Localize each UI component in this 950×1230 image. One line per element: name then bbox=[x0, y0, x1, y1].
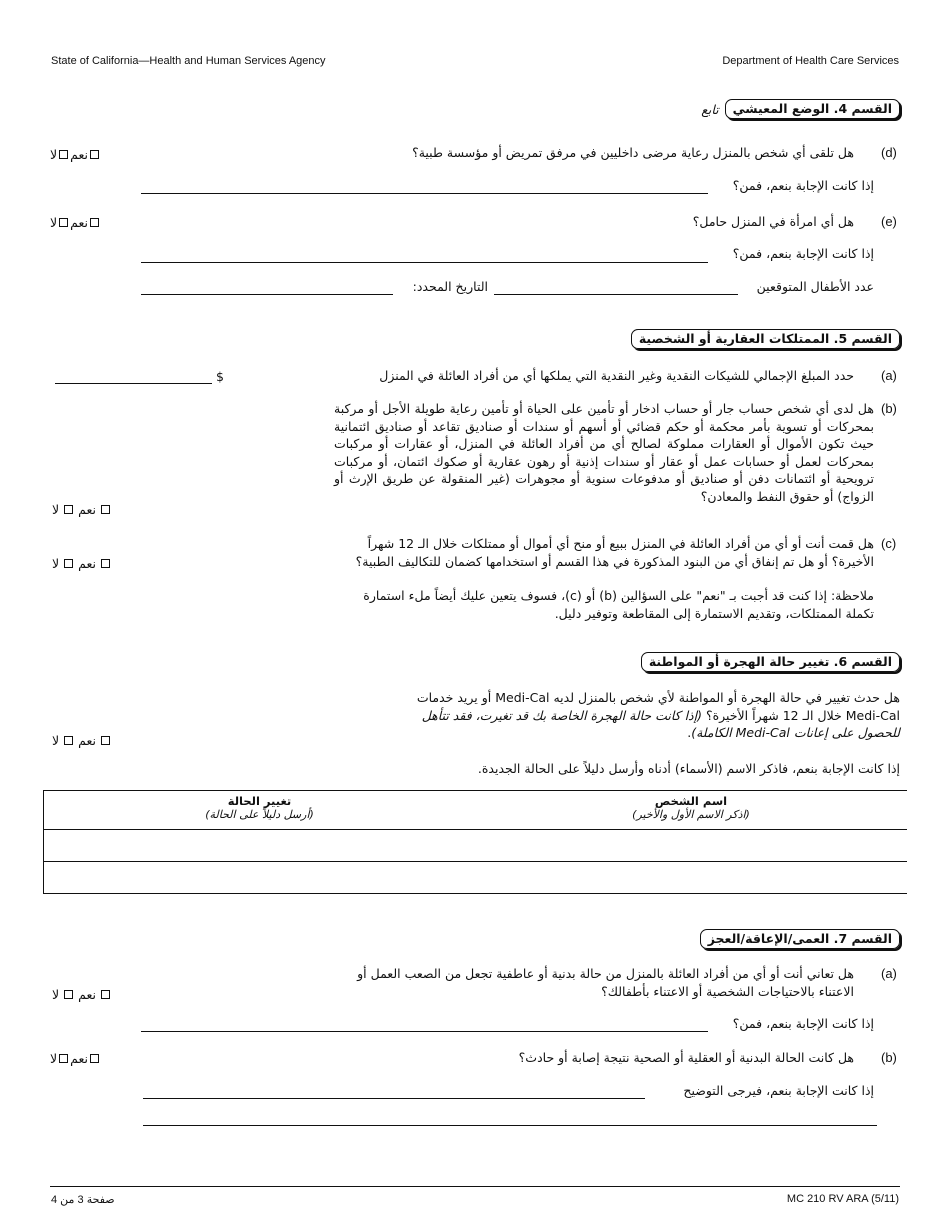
section-7-heading bbox=[700, 928, 900, 947]
item-d-letter: (d) bbox=[881, 145, 897, 160]
status-change-title: تغيير الحالة bbox=[227, 794, 292, 808]
section-4-title: القسم 4. الوضع المعيشي bbox=[725, 99, 900, 119]
yes-label: نعم bbox=[70, 1051, 88, 1066]
item-7b-explain-field-2[interactable] bbox=[143, 1125, 877, 1126]
item-d-followup: إذا كانت الإجابة بنعم، فمن؟ bbox=[732, 178, 874, 193]
status-change-cell[interactable] bbox=[44, 862, 476, 894]
footer-rule bbox=[50, 1186, 900, 1187]
expected-children-label: عدد الأطفال المتوقعين bbox=[756, 279, 874, 294]
no-label: لا bbox=[50, 1051, 58, 1066]
agency-header: State of California—Health and Human Services Agency bbox=[51, 55, 326, 67]
yes-label: نعم bbox=[78, 556, 96, 571]
no-checkbox[interactable] bbox=[59, 150, 68, 159]
yes-label: نعم bbox=[70, 147, 88, 162]
yes-checkbox[interactable] bbox=[101, 559, 110, 568]
yes-label: نعم bbox=[70, 215, 88, 230]
continued-label: تابع bbox=[701, 101, 719, 117]
person-name-cell[interactable] bbox=[475, 830, 907, 862]
department-header: Department of Health Care Services bbox=[722, 55, 899, 67]
no-label: لا bbox=[50, 215, 58, 230]
table-row bbox=[44, 862, 908, 894]
section-5-title: القسم 5. الممتلكات العقارية أو الشخصية bbox=[631, 329, 900, 349]
item-5c-question: هل قمت أنت أو أي من أفراد العائلة في المنزل ببيع أو منح أي أموال أو ممتلكات خلال الـ 12 شهراً الأخيرة؟ أو هل تم إنفاق أي من البنود المذكورة في هذا القسم أو استخدامها كضمان للتكاليف الطبية؟ bbox=[355, 536, 874, 569]
no-checkbox[interactable] bbox=[64, 559, 73, 568]
person-name-title: اسم الشخص bbox=[654, 794, 728, 808]
item-5c-yes-no bbox=[52, 556, 110, 571]
no-label: لا bbox=[52, 733, 60, 748]
yes-checkbox[interactable] bbox=[101, 990, 110, 999]
status-change-header bbox=[44, 791, 476, 830]
item-5b-question: هل لدى أي شخص حساب جار أو حساب ادخار أو تأمين على الحياة أو تأمين رعاية طويلة الأجل أو مركبة بمحركات أو تسوية بأمر محكمة أو حكم قضائي أو أسهم أو سندات أو صناديق تقاعد أو صناديق ائتمانية حيث تكون الأموال أو العقارات مملوكة لصالح أي من أفراد العائلة في المنزل، أو عقارات أو مركبات بمحركات لعمل أو حسابات عمل أو عقار أو سندات إذنية أو رهون عقارية أو صكوك ائتمان، أو مركبات ترويحية أو ائتمانات دفن أو صناديق أو مدفوعات سنوية أو مجوهرات (غير المنقولة عن طريق الإرث أو الزواج) أو حقوق النفط والمعادن؟ bbox=[334, 401, 874, 504]
item-d-who-field[interactable] bbox=[141, 193, 708, 194]
person-name-cell[interactable] bbox=[475, 862, 907, 894]
currency-sign: $ bbox=[216, 369, 224, 384]
due-date-label: التاريخ المحدد: bbox=[412, 279, 488, 294]
no-checkbox[interactable] bbox=[64, 736, 73, 745]
item-5a-question: حدد المبلغ الإجمالي للشيكات النقدية وغير النقدية التي يملكها أي من أفراد العائلة في المنزل bbox=[379, 368, 854, 383]
section-6-yes-no bbox=[52, 733, 110, 748]
section-6-title: القسم 6. تغيير حالة الهجرة أو المواطنة bbox=[641, 652, 900, 672]
section-5-note: ملاحظة: إذا كنت قد أجبت بـ "نعم" على السؤالين (b) أو (c)، فسوف يتعين عليك أيضاً ملء استمارة تكملة الممتلكات، وتقديم الاستمارة إلى المقاطعة وتوفير دليل. bbox=[363, 588, 874, 621]
yes-checkbox[interactable] bbox=[101, 505, 110, 514]
immigration-change-table bbox=[43, 790, 907, 894]
yes-label: نعم bbox=[78, 733, 96, 748]
item-7a-question: هل تعاني أنت أو أي من أفراد العائلة بالمنزل من حالة بدنية أو عاطفية تجعل من الصعب العمل أو الاعتناء بالاحتياجات الشخصية أو الاعتناء بأطفالك؟ bbox=[357, 966, 854, 999]
item-7a-letter: (a) bbox=[881, 966, 897, 981]
item-7a-yes-no bbox=[52, 987, 110, 1002]
yes-checkbox[interactable] bbox=[90, 218, 99, 227]
yes-label: نعم bbox=[78, 502, 96, 517]
item-e-who-field[interactable] bbox=[141, 262, 708, 263]
item-7b-followup: إذا كانت الإجابة بنعم، فيرجى التوضيح bbox=[683, 1083, 874, 1098]
section-5-heading bbox=[631, 328, 900, 347]
section-6-instruction: إذا كانت الإجابة بنعم، فاذكر الاسم (الأسماء) أدناه وأرسل دليلاً على الحالة الجديدة. bbox=[477, 761, 900, 776]
item-5a-letter: (a) bbox=[881, 368, 897, 383]
no-checkbox[interactable] bbox=[64, 990, 73, 999]
item-7a-followup: إذا كانت الإجابة بنعم، فمن؟ bbox=[732, 1016, 874, 1031]
item-e-yes-no bbox=[50, 215, 99, 230]
yes-checkbox[interactable] bbox=[90, 1054, 99, 1063]
item-d-yes-no bbox=[50, 147, 99, 162]
person-name-hint: (اذكر الاسم الأول والأخير) bbox=[632, 808, 750, 821]
section-7-title: القسم 7. العمى/الإعاقة/العجز bbox=[700, 929, 900, 949]
item-e-letter: (e) bbox=[881, 214, 897, 229]
no-label: لا bbox=[52, 987, 60, 1002]
status-change-hint: (أرسل دليلاً على الحالة) bbox=[205, 808, 314, 821]
no-checkbox[interactable] bbox=[59, 1054, 68, 1063]
item-e-followup: إذا كانت الإجابة بنعم، فمن؟ bbox=[732, 246, 874, 261]
section-6-question-text: هل حدث تغيير في حالة الهجرة أو المواطنة لأي شخص بالمنزل لديه Medi-Cal أو يريد خدمات Medi-Cal خلال الـ 12 شهراً الأخيرة؟ bbox=[416, 690, 900, 723]
section-6-question: هل حدث تغيير في حالة الهجرة أو المواطنة لأي شخص بالمنزل لديه Medi-Cal أو يريد خدمات Medi-Cal خلال الـ 12 شهراً الأخيرة؟ (إذا كانت حالة الهجرة الخاصة بك قد تغيرت، فقد تتأهل للحصول على إعانات Medi-Cal الكاملة). bbox=[416, 690, 900, 740]
no-label: لا bbox=[50, 147, 58, 162]
item-5b-letter: (b) bbox=[881, 401, 897, 416]
item-7b-explain-field[interactable] bbox=[143, 1098, 645, 1099]
item-7b-letter: (b) bbox=[881, 1050, 897, 1065]
yes-checkbox[interactable] bbox=[101, 736, 110, 745]
section-6-heading bbox=[641, 651, 900, 670]
form-number: MC 210 RV ARA (5/11) bbox=[786, 1193, 899, 1205]
item-7a-who-field[interactable] bbox=[141, 1031, 708, 1032]
yes-checkbox[interactable] bbox=[90, 150, 99, 159]
person-name-header bbox=[475, 791, 907, 830]
no-label: لا bbox=[52, 556, 60, 571]
table-row bbox=[44, 830, 908, 862]
item-7b-question: هل كانت الحالة البدنية أو العقلية أو الصحية نتيجة إصابة أو حادث؟ bbox=[518, 1050, 854, 1065]
item-5a-amount-field[interactable] bbox=[55, 383, 212, 384]
item-7b-yes-no bbox=[50, 1051, 99, 1066]
no-checkbox[interactable] bbox=[59, 218, 68, 227]
table-header-row bbox=[44, 791, 908, 830]
item-5c-letter: (c) bbox=[881, 536, 897, 551]
due-date-field[interactable] bbox=[141, 294, 393, 295]
page-number: صفحة 3 من 4 bbox=[51, 1194, 115, 1206]
section-4-heading bbox=[701, 99, 900, 119]
item-5b-yes-no bbox=[52, 502, 110, 517]
item-d-question: هل تلقى أي شخص بالمنزل رعاية مرضى داخليين في مرفق تمريض أو مؤسسة طبية؟ bbox=[412, 145, 854, 160]
status-change-cell[interactable] bbox=[44, 830, 476, 862]
section-6-question-note: (إذا كانت حالة الهجرة الخاصة بك قد تغيرت، فقد تتأهل للحصول على إعانات Medi-Cal الكاملة) bbox=[421, 707, 900, 740]
no-checkbox[interactable] bbox=[64, 505, 73, 514]
no-label: لا bbox=[52, 502, 60, 517]
expected-children-field[interactable] bbox=[494, 294, 738, 295]
item-e-question: هل أي امرأة في المنزل حامل؟ bbox=[692, 214, 854, 229]
yes-label: نعم bbox=[78, 987, 96, 1002]
